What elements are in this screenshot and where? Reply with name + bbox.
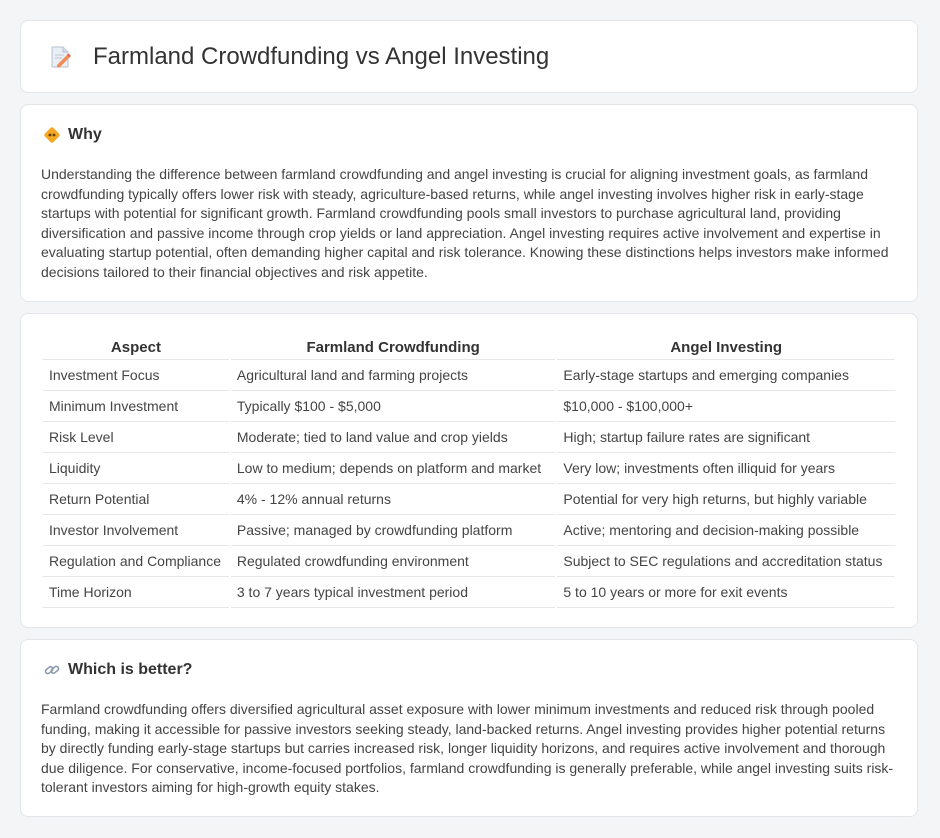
aspect-cell: Time Horizon — [42, 577, 230, 608]
table-header-row — [42, 336, 895, 360]
angel-cell: Active; mentoring and decision-making possible — [556, 515, 895, 546]
farmland-cell: Regulated crowdfunding environment — [230, 546, 557, 577]
comparison-table-card — [20, 313, 918, 628]
farmland-cell: Agricultural land and farming projects — [230, 360, 557, 391]
angel-cell: Early-stage startups and emerging companies — [556, 360, 895, 391]
aspect-cell: Investment Focus — [42, 360, 230, 391]
better-heading-row — [43, 661, 192, 679]
aspect-cell: Risk Level — [42, 422, 230, 453]
diamond-sign-icon — [43, 126, 61, 144]
aspect-cell: Return Potential — [42, 484, 230, 515]
header-aspect: Aspect — [42, 336, 230, 360]
header-angel-investing: Angel Investing — [556, 336, 895, 360]
farmland-cell: Passive; managed by crowdfunding platform — [230, 515, 557, 546]
header-farmland-crowdfunding: Farmland Crowdfunding — [230, 336, 557, 360]
better-paragraph: Farmland crowdfunding offers diversified agricultural asset exposure with lower minimum investments and reduced risk through pooled funding, making it accessible for passive investors seeking steady, land-backed returns. Angel investing provides higher potential returns by directly funding early-stage startups but carries increased risk, longer liquidity horizons, and requires active involvement and thorough due diligence. For conservative, income-focused portfolios, farmland crowdfunding is generally preferable, while angel investing suits risk-tolerant investors aiming for high-growth equity stakes. — [41, 701, 894, 795]
which-is-better-section — [20, 639, 918, 817]
angel-cell: High; startup failure rates are significant — [556, 422, 895, 453]
angel-cell: Very low; investments often illiquid for years — [556, 453, 895, 484]
angel-cell: 5 to 10 years or more for exit events — [556, 577, 895, 608]
table-row — [42, 360, 895, 391]
why-heading-row — [43, 126, 102, 144]
why-heading: Why — [68, 126, 102, 143]
table-row — [42, 515, 895, 546]
aspect-cell: Liquidity — [42, 453, 230, 484]
angel-cell: $10,000 - $100,000+ — [556, 391, 895, 422]
aspect-cell: Minimum Investment — [42, 391, 230, 422]
why-paragraph: Understanding the difference between farmland crowdfunding and angel investing is crucial for aligning investment goals, as farmland crowdfunding typically offers lower risk with steady, agriculture-based returns, while angel investing involves higher risk in early-stage startups with potential for significant growth. Farmland crowdfunding pools small investors to purchase agricultural land, providing diversification and passive income through crop yields or land appreciation. Angel investing requires active involvement and expertise in evaluating startup potential, often demanding higher capital and risk tolerance. Knowing these distinctions helps investors make informed decisions tailored to their financial objectives and risk appetite. — [41, 166, 889, 280]
document-edit-icon — [47, 44, 73, 70]
table-row — [42, 484, 895, 515]
link-icon — [43, 661, 61, 679]
title-row — [47, 43, 549, 71]
farmland-cell: Moderate; tied to land value and crop yields — [230, 422, 557, 453]
header-card — [20, 20, 918, 93]
table-row — [42, 546, 895, 577]
aspect-cell: Investor Involvement — [42, 515, 230, 546]
table-row — [42, 391, 895, 422]
farmland-cell: Typically $100 - $5,000 — [230, 391, 557, 422]
comparison-table — [41, 336, 895, 608]
table-row — [42, 422, 895, 453]
farmland-cell: 3 to 7 years typical investment period — [230, 577, 557, 608]
table-row — [42, 577, 895, 608]
aspect-cell: Regulation and Compliance — [42, 546, 230, 577]
table-row — [42, 453, 895, 484]
better-heading: Which is better? — [68, 661, 193, 678]
angel-cell: Potential for very high returns, but highly variable — [556, 484, 895, 515]
farmland-cell: 4% - 12% annual returns — [230, 484, 557, 515]
why-section — [20, 104, 918, 302]
farmland-cell: Low to medium; depends on platform and market — [230, 453, 557, 484]
angel-cell: Subject to SEC regulations and accreditation status — [556, 546, 895, 577]
page-title: Farmland Crowdfunding vs Angel Investing — [93, 43, 550, 70]
